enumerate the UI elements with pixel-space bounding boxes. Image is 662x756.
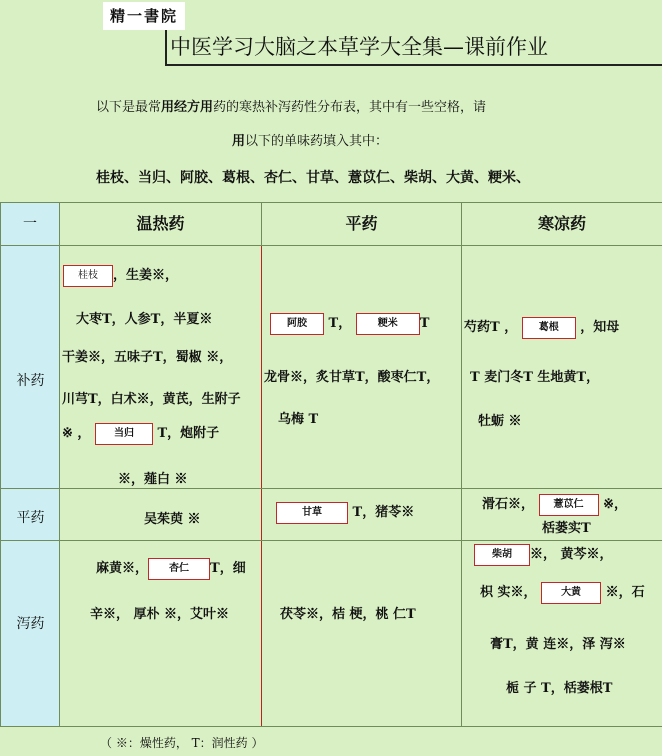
cell-purge-cold: 柴胡 ※， 黄芩※， 枳 实※， 大黄 ※，石 膏T，黄 连※，泽 泻※ 栀 子 T，栝蒌根T [462, 541, 662, 727]
answer-box[interactable]: 甘草 [276, 502, 348, 524]
legend: （ ※：燥性药， T：润性药 ） [100, 736, 264, 750]
logo: 精一書院 [103, 2, 185, 30]
cell-purge-warm: 麻黄※， 杏仁 T，细 辛※， 厚朴 ※，艾叶※ [60, 541, 262, 727]
cell-tonify-neutral: 阿胶 T， 粳米 T 龙骨※，炙甘草T，酸枣仁T， 乌梅 T [262, 246, 462, 489]
answer-box[interactable]: 桂枝 [63, 265, 113, 287]
intro-line-2: 用以下的单味药填入其中： [232, 134, 389, 149]
answer-box[interactable]: 葛根 [522, 317, 576, 339]
herb-property-table [0, 202, 662, 727]
answer-box[interactable]: 杏仁 [148, 558, 210, 580]
row-label-purge: 泻药 [1, 541, 60, 727]
intro-line-1: 以下是最常用经方用药的寒热补泻药性分布表，其中有一些空格，请 [96, 100, 487, 115]
cell-neutral-neutral: 甘草 T，猪苓※ [262, 489, 462, 541]
row-label-neutral: 平药 [1, 489, 60, 541]
herb-list: 桂枝、当归、阿胶、葛根、杏仁、甘草、薏苡仁、柴胡、大黄、粳米、 [96, 170, 530, 186]
cell-tonify-warm: 桂枝 ，生姜※， 大枣T，人参T，半夏※ 干姜※，五味子T，蜀椒 ※， 川芎T，白术※，黄芪，生附子 ※ ， 当归 T，炮附子 ※，薤白 ※ [60, 246, 262, 489]
answer-box[interactable]: 阿胶 [270, 313, 324, 335]
page-title: 中医学习大脑之本草学大全集—课前作业 [170, 35, 548, 59]
answer-box[interactable]: 粳米 [356, 313, 420, 335]
cell-tonify-cold: 芍药T ， 葛根 ，知母 T 麦门冬T 生地黄T， 牡蛎 ※ [462, 246, 662, 489]
header-warm: 温热药 [60, 203, 262, 246]
answer-box[interactable]: 柴胡 [474, 544, 530, 566]
cell-purge-neutral: 茯苓※，桔 梗，桃 仁T [262, 541, 462, 727]
header-cold: 寒凉药 [462, 203, 662, 246]
cell-neutral-cold: 滑石※， 薏苡仁 ※， 栝蒌实T [462, 489, 662, 541]
corner-cell: 一 [1, 203, 60, 246]
row-label-tonify: 补药 [1, 246, 60, 489]
answer-box[interactable]: 当归 [95, 423, 153, 445]
answer-box[interactable]: 薏苡仁 [539, 494, 599, 516]
cell-neutral-warm: 吴茱萸 ※ [60, 489, 262, 541]
answer-box[interactable]: 大黄 [541, 582, 601, 604]
header-neutral: 平药 [262, 203, 462, 246]
